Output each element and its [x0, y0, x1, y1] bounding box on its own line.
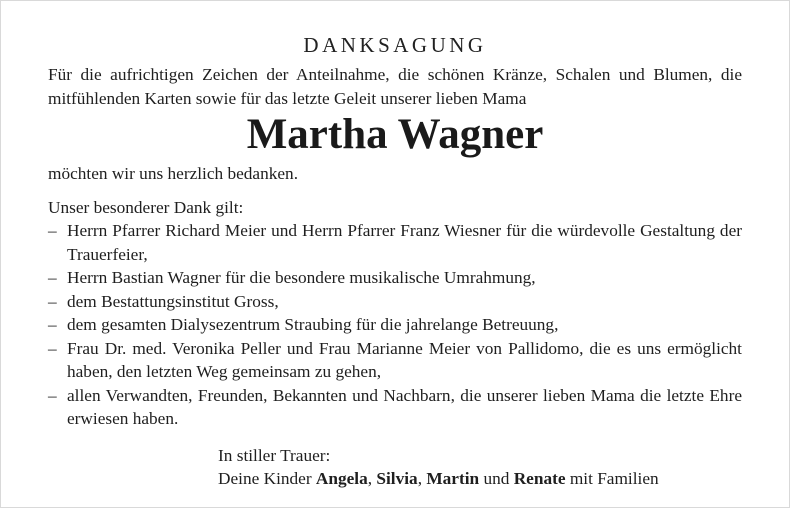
child-name: Martin	[426, 469, 480, 488]
signoff-mourning-line: In stiller Trauer:	[218, 445, 331, 465]
thanks-item-text: allen Verwandten, Freunden, Bekannten und Nachbarn, die unserer lieben Mama die letzte Ehre erwiesen haben.	[67, 385, 742, 428]
signoff-children-line	[218, 467, 742, 491]
dash-bullet: –	[48, 338, 57, 358]
separator: ,	[417, 469, 427, 488]
thanks-list-item	[48, 290, 742, 314]
thanks-list-item	[48, 384, 742, 431]
thanks-list-item	[48, 266, 742, 290]
obituary-thanks-notice	[48, 32, 742, 491]
separator: ,	[367, 469, 377, 488]
child-name: Angela	[315, 469, 368, 488]
thanks-line: möchten wir uns herzlich bedanken.	[48, 164, 299, 183]
signoff-block	[218, 444, 742, 491]
thanks-list-item	[48, 337, 742, 384]
signoff-prefix: Deine Kinder	[218, 469, 312, 488]
thanks-list	[48, 219, 742, 431]
notice-heading: DANKSAGUNG	[303, 33, 487, 57]
intro-paragraph: Für die aufrichtigen Zeichen der Anteilnahme, die schönen Kränze, Schalen und Blumen, die mitfühlenden Karten sowie für das letzte Geleit unserer lieben Mama	[48, 65, 742, 108]
deceased-name: Martha Wagner	[246, 111, 544, 158]
dash-bullet: –	[48, 268, 57, 287]
child-name: Renate	[513, 469, 566, 488]
thanks-item-text: Herrn Bastian Wagner für die besondere musikalische Umrahmung,	[67, 268, 536, 287]
thanks-list-item	[48, 313, 742, 337]
thanks-item-text: Frau Dr. med. Veronika Peller und Frau Marianne Meier von Pallidomo, die es uns ermöglicht haben, den letzten Weg gemeinsam zu gehen,	[67, 338, 742, 381]
thanks-list-item	[48, 219, 742, 266]
child-name: Silvia	[376, 469, 418, 488]
dash-bullet: –	[48, 385, 57, 405]
conjunction: und	[479, 469, 514, 488]
thanks-item-text: Herrn Pfarrer Richard Meier und Herrn Pfarrer Franz Wiesner für die würdevolle Gestaltung der Trauerfeier,	[67, 221, 742, 264]
thanks-item-text: dem gesamten Dialysezentrum Straubing für die jahrelange Betreuung,	[67, 315, 559, 334]
special-thanks-label: Unser besonderer Dank gilt:	[48, 197, 244, 217]
section-spacer	[48, 186, 742, 196]
dash-bullet: –	[48, 315, 57, 334]
dash-bullet: –	[48, 221, 57, 240]
signoff-suffix: mit Familien	[565, 469, 659, 488]
thanks-item-text: dem Bestattungsinstitut Gross,	[67, 291, 279, 311]
dash-bullet: –	[48, 291, 57, 311]
